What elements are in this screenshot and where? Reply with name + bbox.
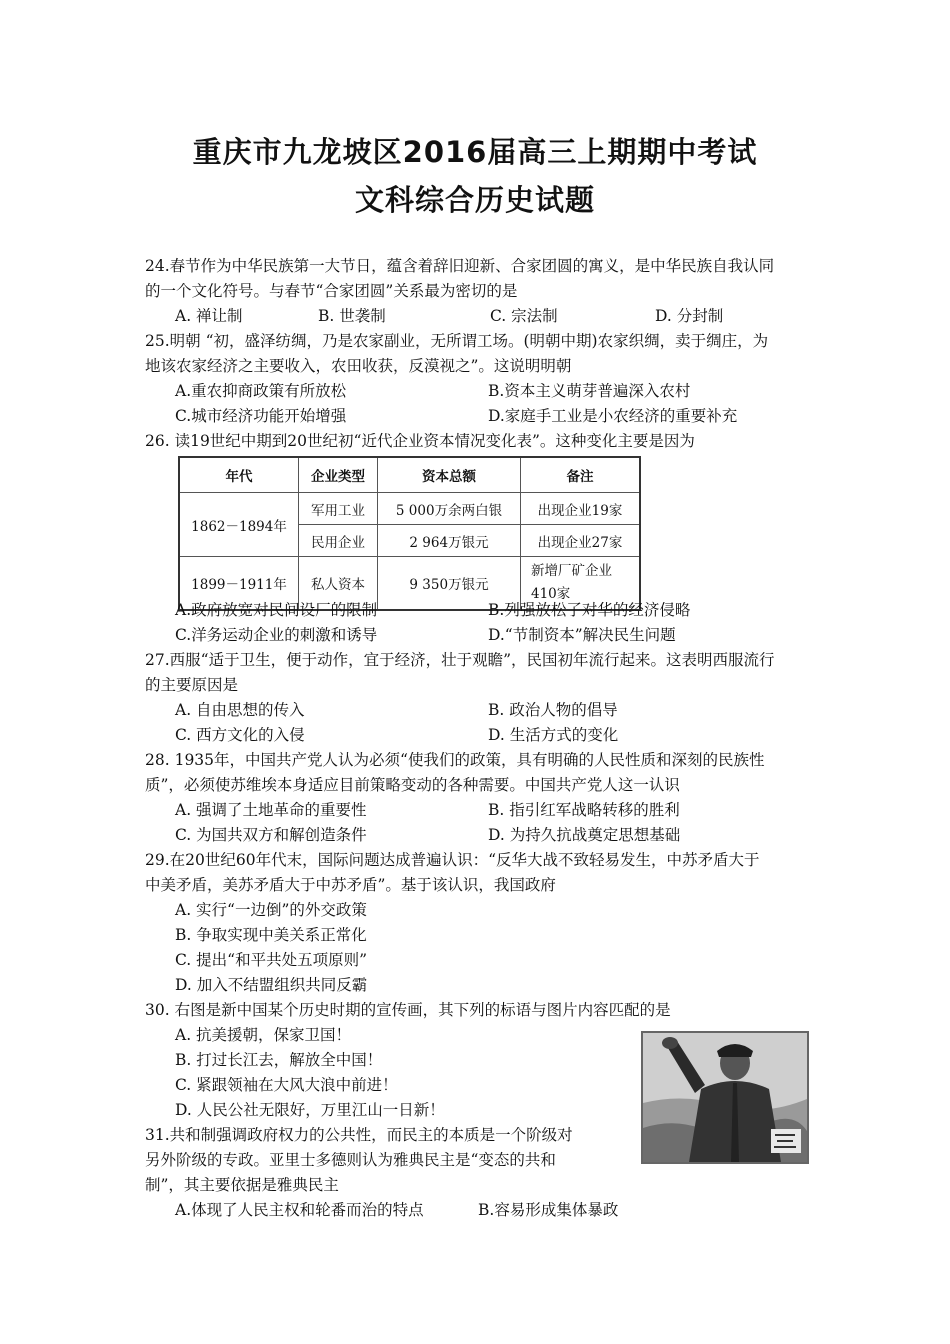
q30-option-c: C. 紧跟领袖在大风大浪中前进！ <box>175 1076 398 1094</box>
capital-table <box>178 456 641 611</box>
table-cell-note-line1: 新增厂矿企业 <box>531 563 612 579</box>
q26-option-a: A.政府放宽对民间设厂的限制 <box>175 601 378 619</box>
q29-stem-line1: 29.在20世纪60年代末，国际问题达成普遍认识：“反华大战不致轻易发生，中苏矛盾大于 <box>145 851 760 869</box>
q26-stem: 26. 读19世纪中期到20世纪初“近代企业资本情况变化表”。这种变化主要是因为 <box>145 432 695 450</box>
table-cell: 出现企业19家 <box>521 493 641 525</box>
q24-stem-line1: 24.春节作为中华民族第一大节日，蕴含着辞旧迎新、合家团圆的寓义，是中华民族自我认同 <box>145 257 775 275</box>
q27-option-a: A. 自由思想的传入 <box>175 701 305 719</box>
table-row <box>179 493 640 525</box>
q24-option-b: B. 世袭制 <box>318 307 386 325</box>
q28-option-b: B. 指引红军战略转移的胜利 <box>488 801 680 819</box>
q31-stem-line2: 另外阶级的专政。亚里士多德则认为雅典民主是“变态的共和 <box>145 1151 556 1169</box>
q24-stem-line2: 的一个文化符号。与春节“合家团圆”关系最为密切的是 <box>145 282 518 300</box>
q29-option-c: C. 提出“和平共处五项原则” <box>175 951 368 969</box>
table-header-cell: 备注 <box>521 457 641 493</box>
table-cell: 9 350万银元 <box>378 557 521 611</box>
q30-option-b: B. 打过长江去，解放全中国！ <box>175 1051 383 1069</box>
q24-option-c: C. 宗法制 <box>490 307 558 325</box>
q29-option-d: D. 加入不结盟组织共同反霸 <box>175 976 368 994</box>
q25-option-a: A.重农抑商政策有所放松 <box>175 382 347 400</box>
q25-stem-line2: 地该农家经济之主要收入，农田收获，反漠视之”。这说明明朝 <box>145 357 572 375</box>
q26-option-c: C.洋务运动企业的刺激和诱导 <box>175 626 378 644</box>
q30-option-a: A. 抗美援朝，保家卫国！ <box>175 1026 352 1044</box>
q27-stem-line2: 的主要原因是 <box>145 676 239 694</box>
table-cell-period: 1862－1894年 <box>179 493 299 557</box>
table-cell: 2 964万银元 <box>378 525 521 557</box>
q25-stem-line1: 25.明朝 “初，盛泽纺绸，乃是农家副业，无所谓工场。(明朝中期)农家织绸，卖于绸庄，为 <box>145 332 769 350</box>
q31-stem-line1: 31.共和制强调政府权力的公共性，而民主的本质是一个阶级对 <box>145 1126 573 1144</box>
q26-option-b: B.列强放松了对华的经济侵略 <box>488 601 691 619</box>
q28-stem-line2: 质”，必须使苏维埃本身适应目前策略变动的各种需要。中国共产党人这一认识 <box>145 776 680 794</box>
table-header-cell: 企业类型 <box>299 457 378 493</box>
q31-option-b: B.容易形成集体暴政 <box>478 1201 619 1219</box>
q26-option-d: D.“节制资本”解决民生问题 <box>488 626 676 644</box>
q27-stem-line1: 27.西服“适于卫生，便于动作，宜于经济，壮于观瞻”，民国初年流行起来。这表明西服流行 <box>145 651 775 669</box>
q25-option-c: C.城市经济功能开始增强 <box>175 407 347 425</box>
q27-option-c: C. 西方文化的入侵 <box>175 726 305 744</box>
table-cell-note-line2: 410家 <box>531 586 571 602</box>
exam-subtitle: 文科综合历史试题 <box>354 183 595 217</box>
propaganda-poster-icon <box>641 1031 809 1164</box>
q25-option-b: B.资本主义萌芽普遍深入农村 <box>488 382 691 400</box>
table-cell: 5 000万余两白银 <box>378 493 521 525</box>
q30-option-d: D. 人民公社无限好，万里江山一日新！ <box>175 1101 445 1119</box>
q28-stem-line1: 28. 1935年，中国共产党人认为必须“使我们的政策，具有明确的人民性质和深刻的民族性 <box>145 751 765 769</box>
table-header-row <box>179 457 640 493</box>
q31-option-a: A.体现了人民主权和轮番而治的特点 <box>175 1201 424 1219</box>
q29-option-b: B. 争取实现中美关系正常化 <box>175 926 367 944</box>
q28-option-d: D. 为持久抗战奠定思想基础 <box>488 826 681 844</box>
q24-option-a: A. 禅让制 <box>175 307 243 325</box>
table-cell: 出现企业27家 <box>521 525 641 557</box>
q27-option-b: B. 政治人物的倡导 <box>488 701 618 719</box>
exam-title: 重庆市九龙坡区2016届高三上期期中考试 <box>192 135 758 169</box>
table-cell: 民用企业 <box>299 525 378 557</box>
table-header-cell: 资本总额 <box>378 457 521 493</box>
q30-stem: 30. 右图是新中国某个历史时期的宣传画，其下列的标语与图片内容匹配的是 <box>145 1001 671 1019</box>
q31-stem-line3: 制”，其主要依据是雅典民主 <box>145 1176 339 1194</box>
q29-option-a: A. 实行“一边倒”的外交政策 <box>175 901 367 919</box>
q28-option-a: A. 强调了土地革命的重要性 <box>175 801 367 819</box>
q28-option-c: C. 为国共双方和解创造条件 <box>175 826 367 844</box>
table-cell-period: 1899－1911年 <box>179 557 299 611</box>
q27-option-d: D. 生活方式的变化 <box>488 726 619 744</box>
table-cell: 军用工业 <box>299 493 378 525</box>
table-header-cell: 年代 <box>179 457 299 493</box>
q25-option-d: D.家庭手工业是小农经济的重要补充 <box>488 407 738 425</box>
q29-stem-line2: 中美矛盾，美苏矛盾大于中苏矛盾”。基于该认识，我国政府 <box>145 876 556 894</box>
table-cell: 私人资本 <box>299 557 378 611</box>
q24-option-d: D. 分封制 <box>655 307 724 325</box>
